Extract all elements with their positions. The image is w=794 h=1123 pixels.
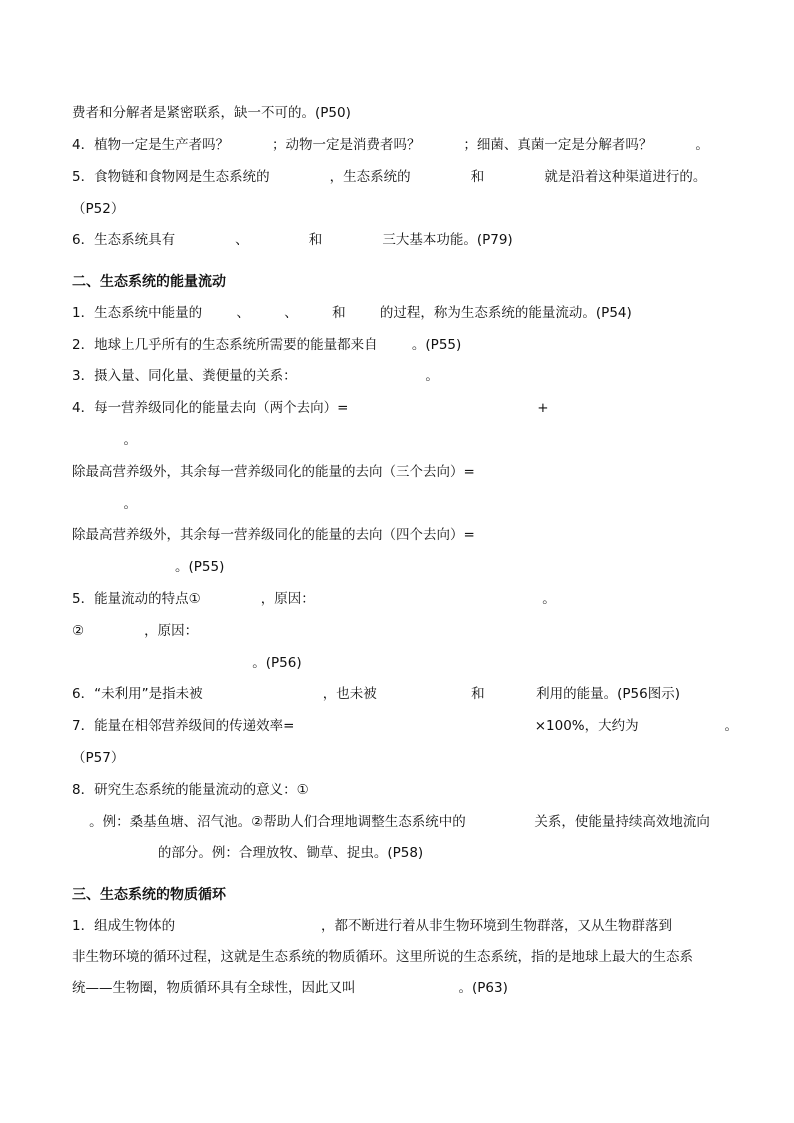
section-heading-energy-flow: 二、生态系统的能量流动: [72, 274, 226, 290]
energy-question-3: 3．摄入量、同化量、粪便量的关系： 。: [72, 368, 439, 384]
page-reference: （P52）: [72, 201, 125, 217]
energy-question-5: 5．能量流动的特点① ，原因： 。: [72, 591, 556, 607]
text-line: 。: [72, 496, 137, 512]
question-6: 6．生态系统具有 、 和 三大基本功能。(P79): [72, 232, 513, 248]
cycle-question-1: 1．组成生物体的 ，都不断进行着从非生物环境到生物群落，又从生物群落到: [72, 918, 672, 934]
energy-question-2: 2．地球上几乎所有的生态系统所需要的能量都来自 。(P55): [72, 337, 462, 353]
text-line: 。例：桑基鱼塘、沼气池。②帮助人们合理地调整生态系统中的 关系，使能量持续高效地流向: [72, 814, 710, 830]
energy-question-4: 4．每一营养级同化的能量去向（两个去向）= +: [72, 400, 549, 416]
text-line: 的部分。例：合理放牧、锄草、捉虫。(P58): [72, 845, 424, 861]
text-line: 费者和分解者是紧密联系，缺一不可的。(P50): [72, 105, 351, 121]
text-line: 非生物环境的循环过程，这就是生态系统的物质循环。这里所说的生态系统，指的是地球上最大的生态系: [72, 949, 693, 965]
text-line: ② ，原因：: [72, 623, 199, 639]
energy-question-7: 7．能量在相邻营养级间的传递效率= ×100%，大约为 。: [72, 718, 738, 734]
section-heading-material-cycle: 三、生态系统的物质循环: [72, 887, 226, 903]
energy-question-1: 1．生态系统中能量的 、 、 和 的过程，称为生态系统的能量流动。(P54): [72, 305, 632, 321]
question-4: 4．植物一定是生产者吗？ ；动物一定是消费者吗？ ；细菌、真菌一定是分解者吗？ 。: [72, 137, 709, 153]
energy-question-8: 8．研究生态系统的能量流动的意义：①: [72, 782, 309, 798]
text-line: 。: [72, 432, 137, 448]
text-line: 统——生物圈，物质循环具有全球性，因此又叫 。(P63): [72, 980, 508, 996]
question-5: 5．食物链和食物网是生态系统的 ，生态系统的 和 就是沿着这种渠道进行的。: [72, 169, 707, 185]
page-reference: （P57）: [72, 750, 125, 766]
text-line: 。(P56): [72, 655, 302, 671]
text-line: 除最高营养级外，其余每一营养级同化的能量的去向（三个去向）=: [72, 464, 475, 480]
energy-question-6: 6．“未利用”是指未被 ，也未被 和 利用的能量。(P56图示): [72, 686, 680, 702]
text-line: 。(P55): [72, 559, 225, 575]
text-line: 除最高营养级外，其余每一营养级同化的能量的去向（四个去向）=: [72, 527, 475, 543]
